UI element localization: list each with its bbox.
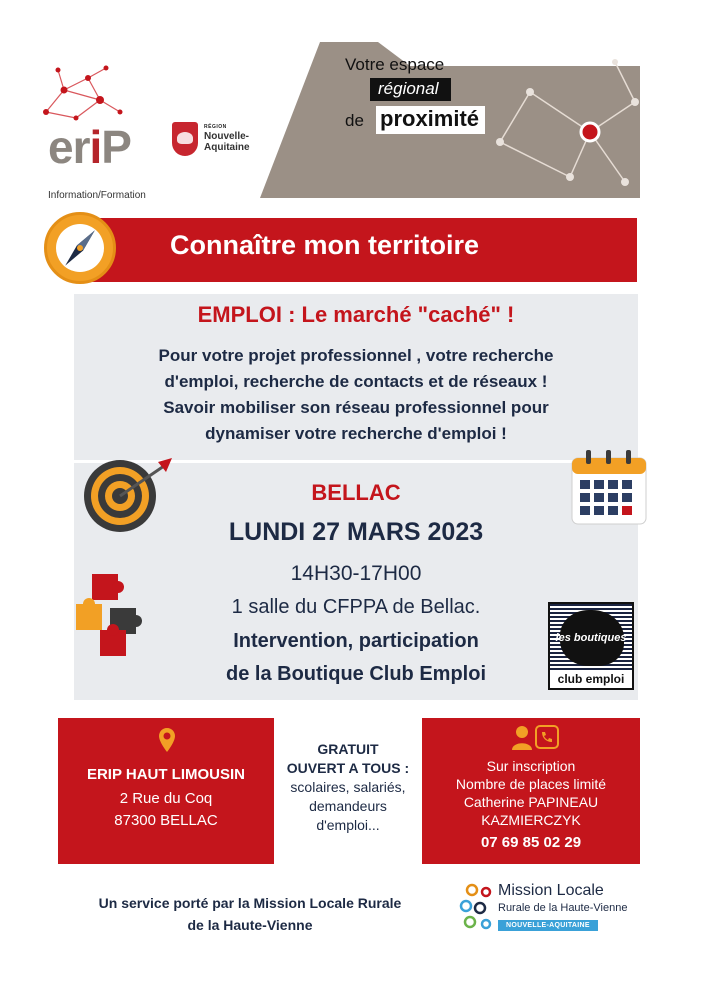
region-logo bbox=[172, 122, 262, 162]
mission-locale-logo bbox=[458, 880, 638, 940]
compass-icon bbox=[44, 212, 116, 284]
contact-phone: 07 69 85 02 29 bbox=[480, 834, 582, 851]
erip-wordmark: eriP bbox=[48, 121, 131, 173]
region-shield-icon bbox=[172, 122, 198, 156]
mission-locale-region: NOUVELLE-AQUITAINE bbox=[498, 920, 598, 931]
mission-locale-rings-icon bbox=[458, 880, 498, 940]
location-city: 87300 BELLAC bbox=[114, 812, 218, 829]
event-time: 14H30-17H00 bbox=[290, 562, 422, 585]
intervention-line-2: de la Boutique Club Emploi bbox=[226, 663, 486, 685]
erip-logo bbox=[36, 60, 166, 173]
contact-icons bbox=[510, 724, 560, 752]
free-line-4: demandeurs bbox=[309, 798, 387, 814]
tagline-line-1: Votre espace bbox=[345, 55, 445, 74]
boutique-bottom-label: club emploi bbox=[557, 672, 625, 686]
free-line-2: OUVERT A TOUS : bbox=[286, 760, 410, 776]
footer-line-1: Un service porté par la Mission Locale Rurale bbox=[98, 895, 402, 911]
tagline-line-3a: de bbox=[345, 111, 364, 130]
free-access-info bbox=[274, 740, 422, 835]
description-line: d'emploi, recherche de contacts et de réseaux ! bbox=[164, 372, 548, 391]
footer-line-2: de la Haute-Vienne bbox=[187, 917, 313, 933]
contact-line-4: KAZMIERCZYK bbox=[481, 812, 581, 828]
free-line-3: scolaires, salariés, bbox=[290, 779, 406, 795]
phone-icon bbox=[536, 726, 558, 748]
description-line: dynamiser votre recherche d'emploi ! bbox=[205, 424, 507, 443]
contact-line-1: Sur inscription bbox=[486, 758, 576, 774]
intervention-line-1: Intervention, participation bbox=[233, 630, 479, 652]
page-title: Connaître mon territoire bbox=[170, 230, 480, 260]
tagline-line-2: régional bbox=[370, 78, 451, 101]
region-name: Nouvelle- Aquitaine bbox=[204, 131, 250, 153]
person-icon bbox=[512, 726, 532, 750]
mission-locale-name: Mission Locale bbox=[498, 882, 604, 899]
location-name: ERIP HAUT LIMOUSIN bbox=[86, 766, 246, 783]
region-small-label: RÉGION bbox=[204, 124, 227, 130]
contact-line-2: Nombre de places limité bbox=[455, 776, 607, 792]
contact-line-3: Catherine PAPINEAU bbox=[463, 794, 599, 810]
location-pin-icon bbox=[158, 727, 176, 753]
event-venue: 1 salle du CFPPA de Bellac. bbox=[231, 596, 481, 618]
free-line-5: d'emploi... bbox=[316, 817, 380, 833]
footer-text bbox=[60, 892, 440, 936]
boutique-label: les boutiques bbox=[555, 632, 627, 644]
free-line-1: GRATUIT bbox=[317, 741, 379, 757]
event-date: LUNDI 27 MARS 2023 bbox=[228, 518, 484, 546]
mission-locale-subtitle: Rurale de la Haute-Vienne bbox=[498, 902, 628, 914]
description-line: Savoir mobiliser son réseau professionnel pour bbox=[163, 398, 549, 417]
description-line: Pour votre projet professionnel , votre recherche bbox=[158, 346, 554, 365]
event-city: BELLAC bbox=[311, 480, 401, 505]
event-description bbox=[74, 343, 638, 447]
event-headline: EMPLOI : Le marché "caché" ! bbox=[197, 302, 515, 327]
info-formation-label: Information/Formation bbox=[48, 190, 146, 201]
boutique-club-emploi-logo bbox=[548, 602, 634, 690]
location-street: 2 Rue du Coq bbox=[119, 790, 213, 807]
tagline-line-3b: proximité bbox=[376, 106, 485, 134]
